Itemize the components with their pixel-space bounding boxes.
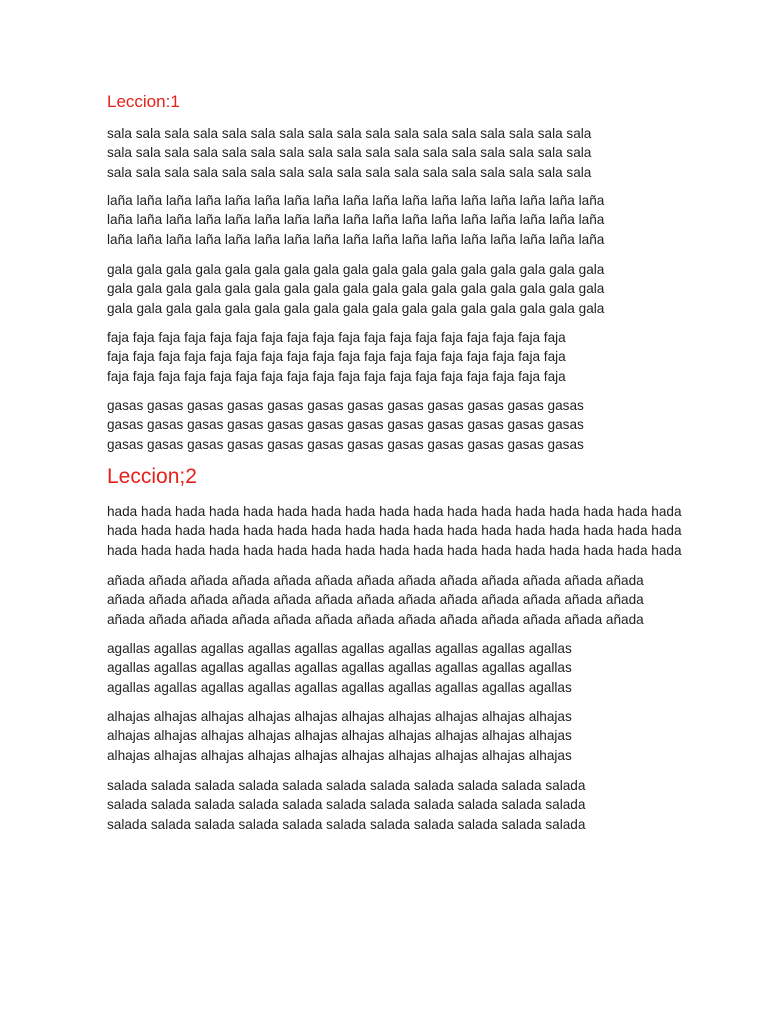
text-line: laña laña laña laña laña laña laña laña laña laña laña laña laña laña laña laña laña — [107, 231, 605, 247]
text-line: laña laña laña laña laña laña laña laña laña laña laña laña laña laña laña laña laña — [107, 212, 605, 228]
lesson-2-paragraph-salada — [107, 776, 585, 834]
text-line: alhajas alhajas alhajas alhajas alhajas alhajas alhajas alhajas alhajas alhajas — [107, 747, 572, 763]
text-line: sala sala sala sala sala sala sala sala sala sala sala sala sala sala sala sala sala — [107, 164, 592, 180]
text-line: sala sala sala sala sala sala sala sala sala sala sala sala sala sala sala sala sala — [107, 145, 592, 161]
text-line: laña laña laña laña laña laña laña laña laña laña laña laña laña laña laña laña laña — [107, 193, 605, 208]
text-line: agallas agallas agallas agallas agallas agallas agallas agallas agallas agallas — [107, 641, 572, 656]
text-line: alhajas alhajas alhajas alhajas alhajas alhajas alhajas alhajas alhajas alhajas — [107, 709, 572, 724]
text-line: sala sala sala sala sala sala sala sala sala sala sala sala sala sala sala sala sala — [107, 126, 592, 141]
lesson-1-paragraph-lana — [107, 191, 604, 249]
text-line: alhajas alhajas alhajas alhajas alhajas alhajas alhajas alhajas alhajas alhajas — [107, 728, 572, 744]
lesson-1-paragraph-faja — [107, 328, 566, 386]
text-line: agallas agallas agallas agallas agallas agallas agallas agallas agallas agallas — [107, 660, 572, 676]
text-line: faja faja faja faja faja faja faja faja faja faja faja faja faja faja faja faja faja faja — [107, 368, 566, 384]
lesson-2-paragraph-hada — [107, 502, 682, 560]
text-line: hada hada hada hada hada hada hada hada hada hada hada hada hada hada hada hada hada — [107, 542, 682, 558]
text-line: añada añada añada añada añada añada añada añada añada añada añada añada añada — [107, 573, 644, 588]
text-line: salada salada salada salada salada salada salada salada salada salada salada — [107, 778, 586, 793]
lesson-1-paragraph-gala — [107, 260, 604, 318]
text-line: gala gala gala gala gala gala gala gala gala gala gala gala gala gala gala gala gala — [107, 262, 605, 277]
lesson-2-title: Leccion;2 — [107, 465, 197, 488]
text-line: hada hada hada hada hada hada hada hada hada hada hada hada hada hada hada hada hada — [107, 523, 682, 539]
text-line: salada salada salada salada salada salada salada salada salada salada salada — [107, 816, 586, 832]
lesson-1-paragraph-gasas — [107, 396, 584, 454]
lesson-2-paragraph-agallas — [107, 639, 572, 697]
text-line: añada añada añada añada añada añada añada añada añada añada añada añada añada — [107, 592, 644, 608]
lesson-1-paragraph-sala — [107, 124, 591, 182]
text-line: hada hada hada hada hada hada hada hada hada hada hada hada hada hada hada hada hada — [107, 504, 682, 519]
text-line: gala gala gala gala gala gala gala gala gala gala gala gala gala gala gala gala gala — [107, 300, 605, 316]
text-line: agallas agallas agallas agallas agallas agallas agallas agallas agallas agallas — [107, 679, 572, 695]
lesson-2-paragraph-anada — [107, 571, 644, 629]
text-line: gasas gasas gasas gasas gasas gasas gasas gasas gasas gasas gasas gasas — [107, 436, 584, 452]
text-line: gasas gasas gasas gasas gasas gasas gasas gasas gasas gasas gasas gasas — [107, 398, 584, 413]
text-line: faja faja faja faja faja faja faja faja faja faja faja faja faja faja faja faja faja faja — [107, 349, 566, 365]
text-line: gasas gasas gasas gasas gasas gasas gasas gasas gasas gasas gasas gasas — [107, 417, 584, 433]
text-line: añada añada añada añada añada añada añada añada añada añada añada añada añada — [107, 611, 644, 627]
text-line: gala gala gala gala gala gala gala gala gala gala gala gala gala gala gala gala gala — [107, 281, 605, 297]
lesson-2-paragraph-alhajas — [107, 707, 572, 765]
text-line: faja faja faja faja faja faja faja faja faja faja faja faja faja faja faja faja faja faja — [107, 330, 566, 345]
lesson-1-title: Leccion:1 — [107, 92, 180, 111]
text-line: salada salada salada salada salada salada salada salada salada salada salada — [107, 797, 586, 813]
